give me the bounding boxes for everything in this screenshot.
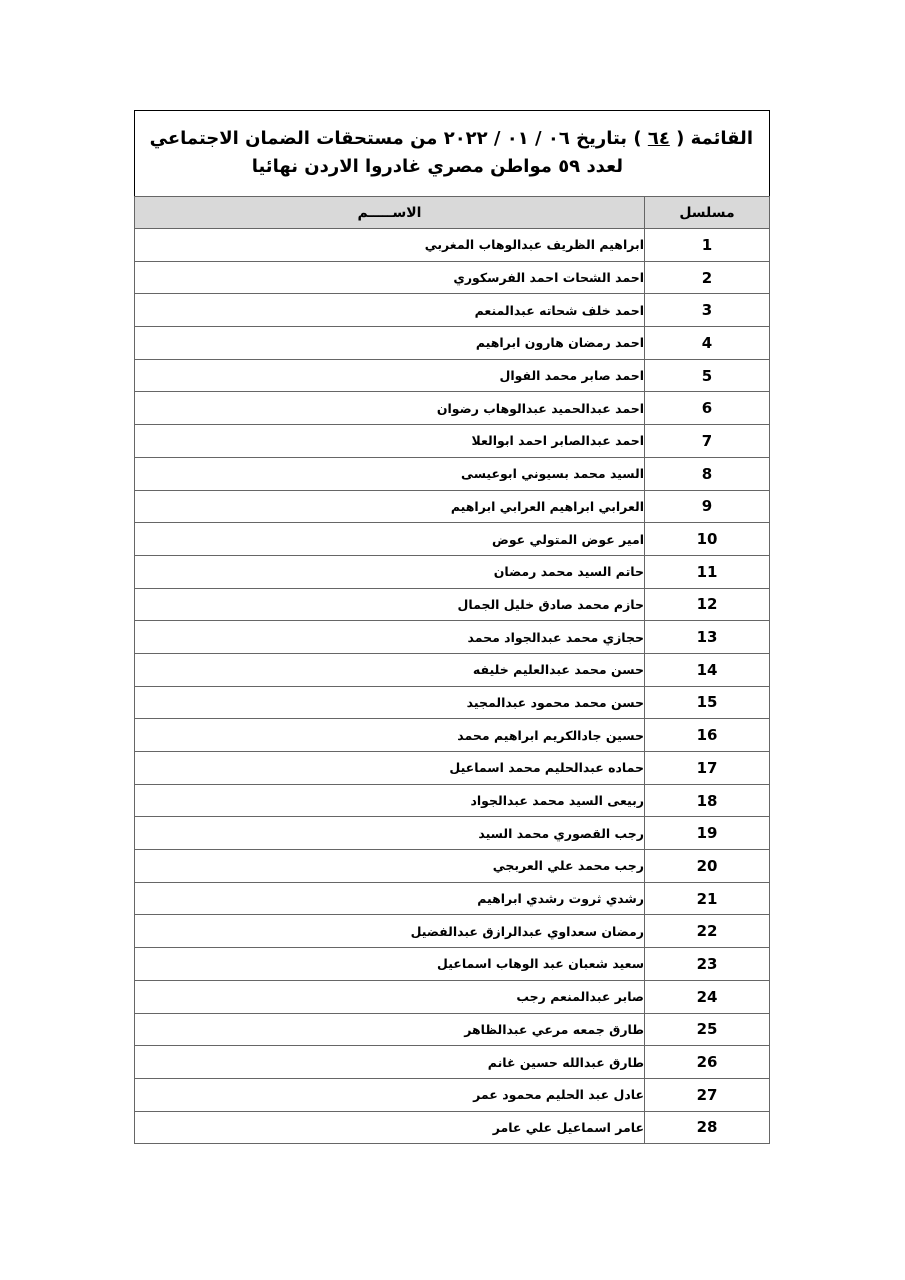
table-row xyxy=(135,327,770,360)
row-name: احمد صابر محمد الفوال xyxy=(135,359,645,392)
row-serial: 3 xyxy=(645,294,770,327)
document-subtitle: لعدد ٥٩ مواطن مصري غادروا الاردن نهائيا xyxy=(251,156,623,177)
table-row xyxy=(135,523,770,556)
table-row xyxy=(135,1046,770,1079)
table-row xyxy=(135,229,770,262)
row-name: طارق عبدالله حسين غانم xyxy=(135,1046,645,1079)
table-row xyxy=(135,719,770,752)
table-row xyxy=(135,817,770,850)
row-serial: 18 xyxy=(645,784,770,817)
row-serial: 10 xyxy=(645,523,770,556)
table-row xyxy=(135,261,770,294)
row-name: احمد خلف شحاته عبدالمنعم xyxy=(135,294,645,327)
table-body xyxy=(135,229,770,1144)
names-table xyxy=(134,196,770,1144)
row-name: حسن محمد محمود عبدالمجيد xyxy=(135,686,645,719)
row-serial: 6 xyxy=(645,392,770,425)
table-row xyxy=(135,294,770,327)
row-name: عادل عبد الحليم محمود عمر xyxy=(135,1078,645,1111)
row-name: ابراهيم الظريف عبدالوهاب المغربي xyxy=(135,229,645,262)
row-name: حازم محمد صادق خليل الجمال xyxy=(135,588,645,621)
table-row xyxy=(135,980,770,1013)
row-name: احمد عبدالحميد عبدالوهاب رضوان xyxy=(135,392,645,425)
table-row xyxy=(135,1013,770,1046)
row-serial: 14 xyxy=(645,653,770,686)
row-serial: 9 xyxy=(645,490,770,523)
table-header-row xyxy=(135,197,770,229)
row-name: رجب محمد علي العربجي xyxy=(135,850,645,883)
table-row xyxy=(135,359,770,392)
row-name: ربيعى السيد محمد عبدالجواد xyxy=(135,784,645,817)
title-box xyxy=(134,110,770,196)
row-serial: 25 xyxy=(645,1013,770,1046)
row-name: احمد رمضان هارون ابراهيم xyxy=(135,327,645,360)
document-page xyxy=(134,110,770,1144)
row-name: عامر اسماعيل علي عامر xyxy=(135,1111,645,1144)
row-serial: 16 xyxy=(645,719,770,752)
table-row xyxy=(135,457,770,490)
row-serial: 12 xyxy=(645,588,770,621)
title-prefix: القائمة ( xyxy=(676,128,753,149)
table-row xyxy=(135,686,770,719)
row-serial: 5 xyxy=(645,359,770,392)
header-name: الاســـــم xyxy=(135,197,645,229)
table-row xyxy=(135,1111,770,1144)
row-name: احمد عبدالصابر احمد ابوالعلا xyxy=(135,425,645,458)
row-serial: 23 xyxy=(645,948,770,981)
row-name: طارق جمعه مرعي عبدالظاهر xyxy=(135,1013,645,1046)
row-name: السيد محمد بسيوني ابوعيسى xyxy=(135,457,645,490)
row-serial: 20 xyxy=(645,850,770,883)
row-serial: 7 xyxy=(645,425,770,458)
row-name: حماده عبدالحليم محمد اسماعيل xyxy=(135,752,645,785)
table-row xyxy=(135,621,770,654)
title-suffix: ) بتاريخ ٠٦ / ٠١ / ٢٠٢٢ من مستحقات الضمان الاجتماعي xyxy=(149,128,642,149)
row-name: احمد الشحات احمد الفرسكوري xyxy=(135,261,645,294)
header-serial: مسلسل xyxy=(645,197,770,229)
row-name: صابر عبدالمنعم رجب xyxy=(135,980,645,1013)
row-serial: 22 xyxy=(645,915,770,948)
row-name: العرابي ابراهيم العرابي ابراهيم xyxy=(135,490,645,523)
table-row xyxy=(135,752,770,785)
row-name: رمضان سعداوي عبدالرازق عبدالفضيل xyxy=(135,915,645,948)
row-name: حاتم السيد محمد رمضان xyxy=(135,555,645,588)
row-serial: 15 xyxy=(645,686,770,719)
row-serial: 11 xyxy=(645,555,770,588)
table-row xyxy=(135,392,770,425)
row-serial: 27 xyxy=(645,1078,770,1111)
table-row xyxy=(135,425,770,458)
row-serial: 13 xyxy=(645,621,770,654)
table-row xyxy=(135,653,770,686)
table-row xyxy=(135,784,770,817)
row-name: حجازي محمد عبدالجواد محمد xyxy=(135,621,645,654)
table-row xyxy=(135,555,770,588)
table-row xyxy=(135,948,770,981)
row-serial: 2 xyxy=(645,261,770,294)
row-serial: 17 xyxy=(645,752,770,785)
row-serial: 8 xyxy=(645,457,770,490)
row-serial: 21 xyxy=(645,882,770,915)
row-name: امير عوض المتولي عوض xyxy=(135,523,645,556)
row-name: رجب القصوري محمد السيد xyxy=(135,817,645,850)
row-serial: 19 xyxy=(645,817,770,850)
row-serial: 1 xyxy=(645,229,770,262)
table-row xyxy=(135,882,770,915)
list-number: ٦٤ xyxy=(647,128,670,149)
table-row xyxy=(135,850,770,883)
row-name: حسين جادالكريم ابراهيم محمد xyxy=(135,719,645,752)
row-name: رشدي ثروت رشدي ابراهيم xyxy=(135,882,645,915)
row-serial: 24 xyxy=(645,980,770,1013)
table-row xyxy=(135,588,770,621)
table-row xyxy=(135,490,770,523)
table-row xyxy=(135,1078,770,1111)
table-row xyxy=(135,915,770,948)
row-serial: 4 xyxy=(645,327,770,360)
row-name: سعيد شعبان عبد الوهاب اسماعيل xyxy=(135,948,645,981)
row-serial: 26 xyxy=(645,1046,770,1079)
row-serial: 28 xyxy=(645,1111,770,1144)
document-title xyxy=(151,125,753,153)
row-name: حسن محمد عبدالعليم خليفه xyxy=(135,653,645,686)
